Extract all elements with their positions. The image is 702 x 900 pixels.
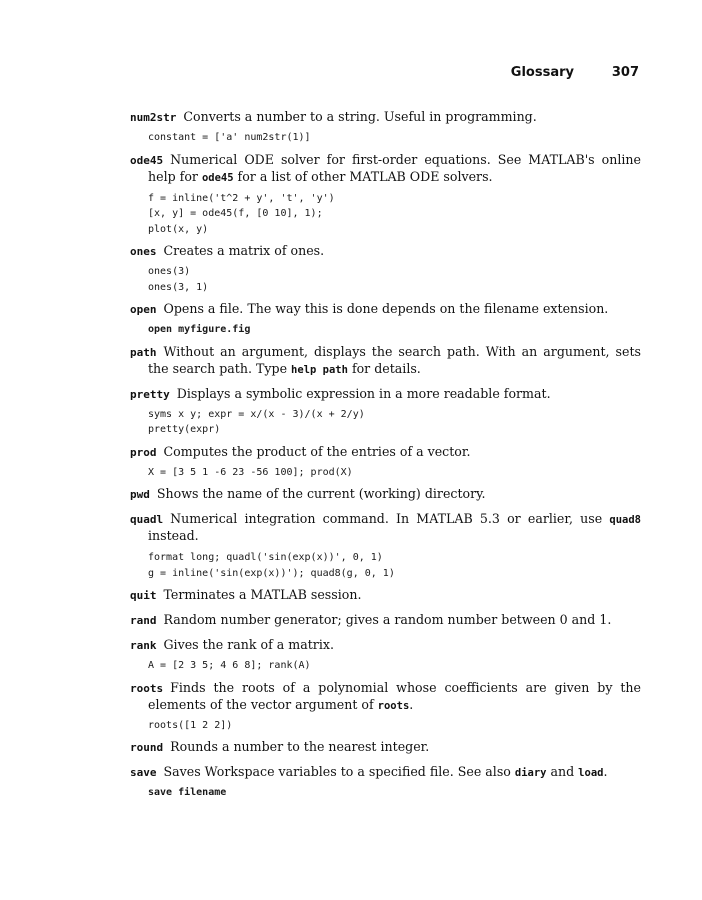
glossary-entry-ones: [130, 243, 641, 295]
entry-description: Creates a matrix of ones.: [163, 243, 325, 258]
entry-term: roots: [130, 681, 164, 695]
entry-head: [130, 637, 641, 654]
entry-head: [130, 152, 641, 186]
entry-term: ode45: [130, 153, 164, 167]
inline-code: quad8: [609, 514, 641, 526]
entry-head: [130, 511, 641, 544]
entry-description: Random number generator; gives a random number between 0 and 1.: [163, 612, 612, 627]
glossary-entry-prod: [130, 444, 641, 481]
inline-code: ode45: [201, 171, 234, 184]
entry-description: Numerical integration command. In MATLAB 5.3 or earlier, use: [170, 511, 610, 526]
entry-term: num2str: [130, 111, 177, 124]
entry-term: pwd: [130, 488, 150, 501]
page-number: 307: [611, 65, 639, 80]
code-line: pretty(expr): [148, 424, 221, 435]
code-line: syms x y; expr = x/(x - 3)/(x + 2/y): [148, 408, 365, 420]
glossary-entry-rank: [130, 637, 641, 674]
glossary-entry-num2str: [130, 109, 641, 146]
entry-description-cont: instead.: [148, 528, 199, 543]
code-line: constant = ['a' num2str(1)]: [148, 132, 311, 143]
entry-description-end: .: [603, 764, 608, 779]
entry-description: Computes the product of the entries of a vector.: [163, 443, 471, 459]
entry-head: [130, 486, 641, 503]
entry-head: [130, 739, 641, 756]
glossary-entry-save: [130, 764, 641, 801]
inline-code: diary: [514, 767, 547, 779]
code-line: ones(3, 1): [148, 281, 209, 293]
entry-term: rank: [130, 639, 157, 652]
glossary-entry-pwd: [130, 486, 641, 503]
code-line: [x, y] = ode45(f, [0 10], 1);: [148, 208, 323, 219]
glossary-entry-ode45: [130, 152, 641, 238]
entry-description: Terminates a MATLAB session.: [163, 587, 362, 602]
entry-head: [130, 444, 641, 461]
code-line: open myfigure.fig: [148, 324, 251, 335]
entry-term: quit: [130, 589, 157, 602]
glossary-entry-rand: [130, 612, 641, 629]
glossary-entry-quadl: [130, 511, 641, 581]
entry-description: Displays a symbolic expression in a more readable format.: [176, 385, 551, 401]
entry-head: [130, 764, 641, 781]
code-line: ones(3): [148, 266, 191, 277]
glossary-entry-roots: [130, 680, 641, 734]
entry-head: [130, 243, 641, 260]
code-line: A = [2 3 5; 4 6 8]; rank(A): [148, 660, 311, 671]
glossary-entry-pretty: [130, 386, 641, 438]
code-line: roots([1 2 2]): [148, 719, 233, 731]
code-line: plot(x, y): [148, 223, 209, 235]
entry-description-cont: for a list of other MATLAB ODE solvers.: [233, 168, 493, 184]
entry-description: Numerical ODE solver for first-order equations. See MATLAB's online help for: [148, 151, 641, 184]
glossary-entry-open: [130, 301, 641, 338]
entry-term: ones: [130, 245, 157, 258]
entry-description: Converts a number to a string. Useful in programming.: [183, 109, 537, 124]
inline-code: load: [578, 767, 604, 779]
entry-term: pretty: [130, 387, 170, 401]
entry-description: Finds the roots of a polynomial whose coefficients are given by the elements of the vector argument of: [148, 679, 641, 712]
entry-description: Shows the name of the current (working) directory.: [156, 486, 486, 501]
glossary-entry-path: [130, 344, 641, 378]
entry-term: path: [130, 345, 157, 359]
entry-description-cont: .: [409, 696, 414, 712]
entry-head: [130, 301, 641, 318]
inline-code: help path: [291, 363, 348, 376]
running-head-title: Glossary: [510, 65, 574, 80]
entry-term: rand: [130, 614, 157, 627]
code-line: g = inline('sin(exp(x))'); quad8(g, 0, 1): [148, 567, 395, 579]
entry-description-cont: and: [546, 764, 579, 779]
entry-description: Opens a file. The way this is done depends on the filename extension.: [163, 301, 609, 316]
inline-code: roots: [377, 699, 410, 712]
glossary-entry-quit: [130, 587, 641, 604]
entry-head: [130, 344, 641, 378]
entry-head: [130, 680, 641, 714]
code-line: X = [3 5 1 -6 23 -56 100]; prod(X): [148, 466, 353, 478]
entry-term: quadl: [130, 513, 164, 526]
glossary-content: [130, 109, 641, 801]
entry-head: [130, 587, 641, 604]
entry-description: Saves Workspace variables to a specified file. See also: [163, 764, 515, 779]
running-head: [130, 63, 640, 83]
glossary-entry-round: [130, 739, 641, 756]
entry-description: Gives the rank of a matrix.: [163, 637, 334, 652]
entry-description: Rounds a number to the nearest integer.: [170, 739, 430, 754]
entry-term: prod: [130, 445, 157, 459]
entry-description: Without an argument, displays the search path. With an argument, sets the search path. Type: [148, 343, 641, 376]
entry-term: save: [130, 766, 157, 779]
code-line: format long; quadl('sin(exp(x))', 0, 1): [148, 552, 383, 563]
entry-term: open: [130, 303, 157, 316]
entry-head: [130, 109, 641, 126]
entry-head: [130, 612, 641, 629]
code-line: save filename: [148, 787, 227, 798]
entry-description-cont: for details.: [347, 360, 421, 376]
entry-head: [130, 386, 641, 403]
entry-term: round: [130, 741, 164, 754]
code-line: f = inline('t^2 + y', 't', 'y'): [148, 192, 335, 204]
